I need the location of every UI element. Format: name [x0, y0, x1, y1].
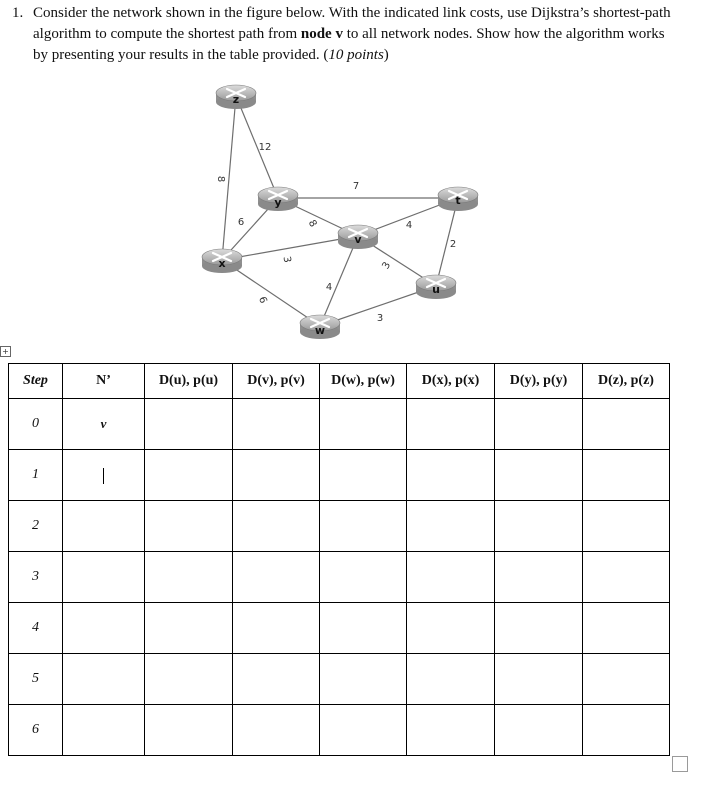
- table-row: [9, 399, 670, 450]
- cell-dz-pz[interactable]: [583, 603, 670, 654]
- step-cell: 1: [9, 450, 63, 501]
- cell-dy-py[interactable]: [495, 552, 583, 603]
- router-label-v: v: [354, 233, 362, 246]
- cell-dy-py[interactable]: [495, 705, 583, 756]
- question-bold-node: node v: [300, 26, 343, 42]
- n-prime-cell[interactable]: [63, 654, 145, 705]
- cell-dz-pz[interactable]: [583, 399, 670, 450]
- dijkstra-results-table: [8, 363, 670, 756]
- cell-du-pu[interactable]: [145, 603, 233, 654]
- link-cost-z-y: 12: [258, 142, 272, 153]
- link-cost-u-w: 3: [376, 313, 384, 324]
- router-label-z: z: [232, 93, 240, 106]
- router-t-icon: [438, 187, 478, 211]
- cell-dx-px[interactable]: [407, 552, 495, 603]
- cell-dv-pv[interactable]: [233, 450, 320, 501]
- router-label-w: w: [314, 324, 326, 337]
- n-prime-cell[interactable]: [63, 603, 145, 654]
- cell-dw-pw[interactable]: [320, 603, 407, 654]
- router-v-icon: [338, 225, 378, 249]
- cell-dy-py[interactable]: [495, 450, 583, 501]
- cell-dw-pw[interactable]: [320, 450, 407, 501]
- cell-dw-pw[interactable]: [320, 501, 407, 552]
- step-cell: 5: [9, 654, 63, 705]
- table-header-row: [9, 364, 670, 399]
- router-label-y: y: [274, 196, 282, 209]
- resize-handle[interactable]: [672, 756, 688, 772]
- cell-du-pu[interactable]: [145, 399, 233, 450]
- header-dz-pz: D(z), p(z): [583, 364, 670, 399]
- table-row: [9, 705, 670, 756]
- table-row: [9, 654, 670, 705]
- table-row: [9, 450, 670, 501]
- cell-dz-pz[interactable]: [583, 450, 670, 501]
- router-x-icon: [202, 249, 242, 273]
- cell-dx-px[interactable]: [407, 603, 495, 654]
- cell-dv-pv[interactable]: [233, 552, 320, 603]
- header-dv-pv: D(v), p(v): [233, 364, 320, 399]
- header-du-pu: D(u), p(u): [145, 364, 233, 399]
- cell-dx-px[interactable]: [407, 705, 495, 756]
- cell-dv-pv[interactable]: [233, 705, 320, 756]
- header-dx-px: D(x), p(x): [407, 364, 495, 399]
- cell-du-pu[interactable]: [145, 552, 233, 603]
- table-row: [9, 501, 670, 552]
- cell-du-pu[interactable]: [145, 705, 233, 756]
- link-z-y: [236, 96, 278, 198]
- table-move-handle[interactable]: +: [0, 346, 11, 357]
- router-label-t: t: [455, 194, 461, 207]
- router-label-u: u: [432, 283, 440, 296]
- cell-dw-pw[interactable]: [320, 705, 407, 756]
- cell-dy-py[interactable]: [495, 399, 583, 450]
- cell-dv-pv[interactable]: [233, 603, 320, 654]
- n-prime-cell[interactable]: v: [63, 399, 145, 450]
- router-y-icon: [258, 187, 298, 211]
- cell-dy-py[interactable]: [495, 654, 583, 705]
- header-step: Step: [9, 364, 63, 399]
- link-cost-t-u: 2: [449, 239, 457, 250]
- cell-dy-py[interactable]: [495, 501, 583, 552]
- link-cost-x-w: 6: [256, 295, 269, 306]
- cell-dx-px[interactable]: [407, 399, 495, 450]
- router-label-x: x: [218, 257, 226, 270]
- table-row: [9, 552, 670, 603]
- link-cost-y-t: 7: [352, 181, 360, 192]
- step-cell: 3: [9, 552, 63, 603]
- cell-dw-pw[interactable]: [320, 654, 407, 705]
- question-points: 10 points: [328, 47, 384, 63]
- question-text-start: Consider the network shown in the figure below. With the indicated link costs, use Dijkstra’s shortest-path algorithm to compute the shortest path from: [33, 5, 671, 42]
- cell-dz-pz[interactable]: [583, 705, 670, 756]
- cell-dw-pw[interactable]: [320, 399, 407, 450]
- link-cost-y-v: 8: [305, 218, 319, 230]
- cell-dv-pv[interactable]: [233, 399, 320, 450]
- link-cost-x-v: 3: [280, 255, 293, 264]
- question-text-end: to all network nodes. Show how the algorithm works by presenting your results in the table provided. (: [33, 26, 665, 63]
- router-w-icon: [300, 315, 340, 339]
- cell-dz-pz[interactable]: [583, 501, 670, 552]
- link-cost-v-w: 4: [325, 282, 333, 293]
- step-cell: 2: [9, 501, 63, 552]
- step-cell: 4: [9, 603, 63, 654]
- cell-dw-pw[interactable]: [320, 552, 407, 603]
- network-diagram: [190, 80, 480, 345]
- cell-du-pu[interactable]: [145, 654, 233, 705]
- n-prime-cell[interactable]: [63, 705, 145, 756]
- cell-dx-px[interactable]: [407, 654, 495, 705]
- n-prime-cell[interactable]: [63, 552, 145, 603]
- cell-dx-px[interactable]: [407, 501, 495, 552]
- n-prime-cell[interactable]: [63, 450, 145, 501]
- header-dy-py: D(y), p(y): [495, 364, 583, 399]
- table-row: [9, 603, 670, 654]
- question-number: 1.: [12, 5, 24, 21]
- cell-dz-pz[interactable]: [583, 552, 670, 603]
- link-v-w: [320, 236, 358, 326]
- text-cursor: [103, 468, 104, 484]
- router-u-icon: [416, 275, 456, 299]
- header-n-prime: N’: [63, 364, 145, 399]
- link-cost-y-x: 6: [237, 217, 245, 228]
- cell-dv-pv[interactable]: [233, 501, 320, 552]
- router-z-icon: [216, 85, 256, 109]
- link-cost-z-x: 8: [215, 175, 226, 183]
- link-cost-v-u: 3: [380, 260, 394, 272]
- cell-dz-pz[interactable]: [583, 654, 670, 705]
- cell-du-pu[interactable]: [145, 450, 233, 501]
- cell-du-pu[interactable]: [145, 501, 233, 552]
- step-cell: 0: [9, 399, 63, 450]
- question-closing: ): [383, 47, 389, 63]
- step-cell: 6: [9, 705, 63, 756]
- question-body: [33, 3, 683, 66]
- n-prime-cell[interactable]: [63, 501, 145, 552]
- cell-dx-px[interactable]: [407, 450, 495, 501]
- cell-dy-py[interactable]: [495, 603, 583, 654]
- header-dw-pw: D(w), p(w): [320, 364, 407, 399]
- link-cost-v-t: 4: [405, 220, 413, 231]
- cell-dv-pv[interactable]: [233, 654, 320, 705]
